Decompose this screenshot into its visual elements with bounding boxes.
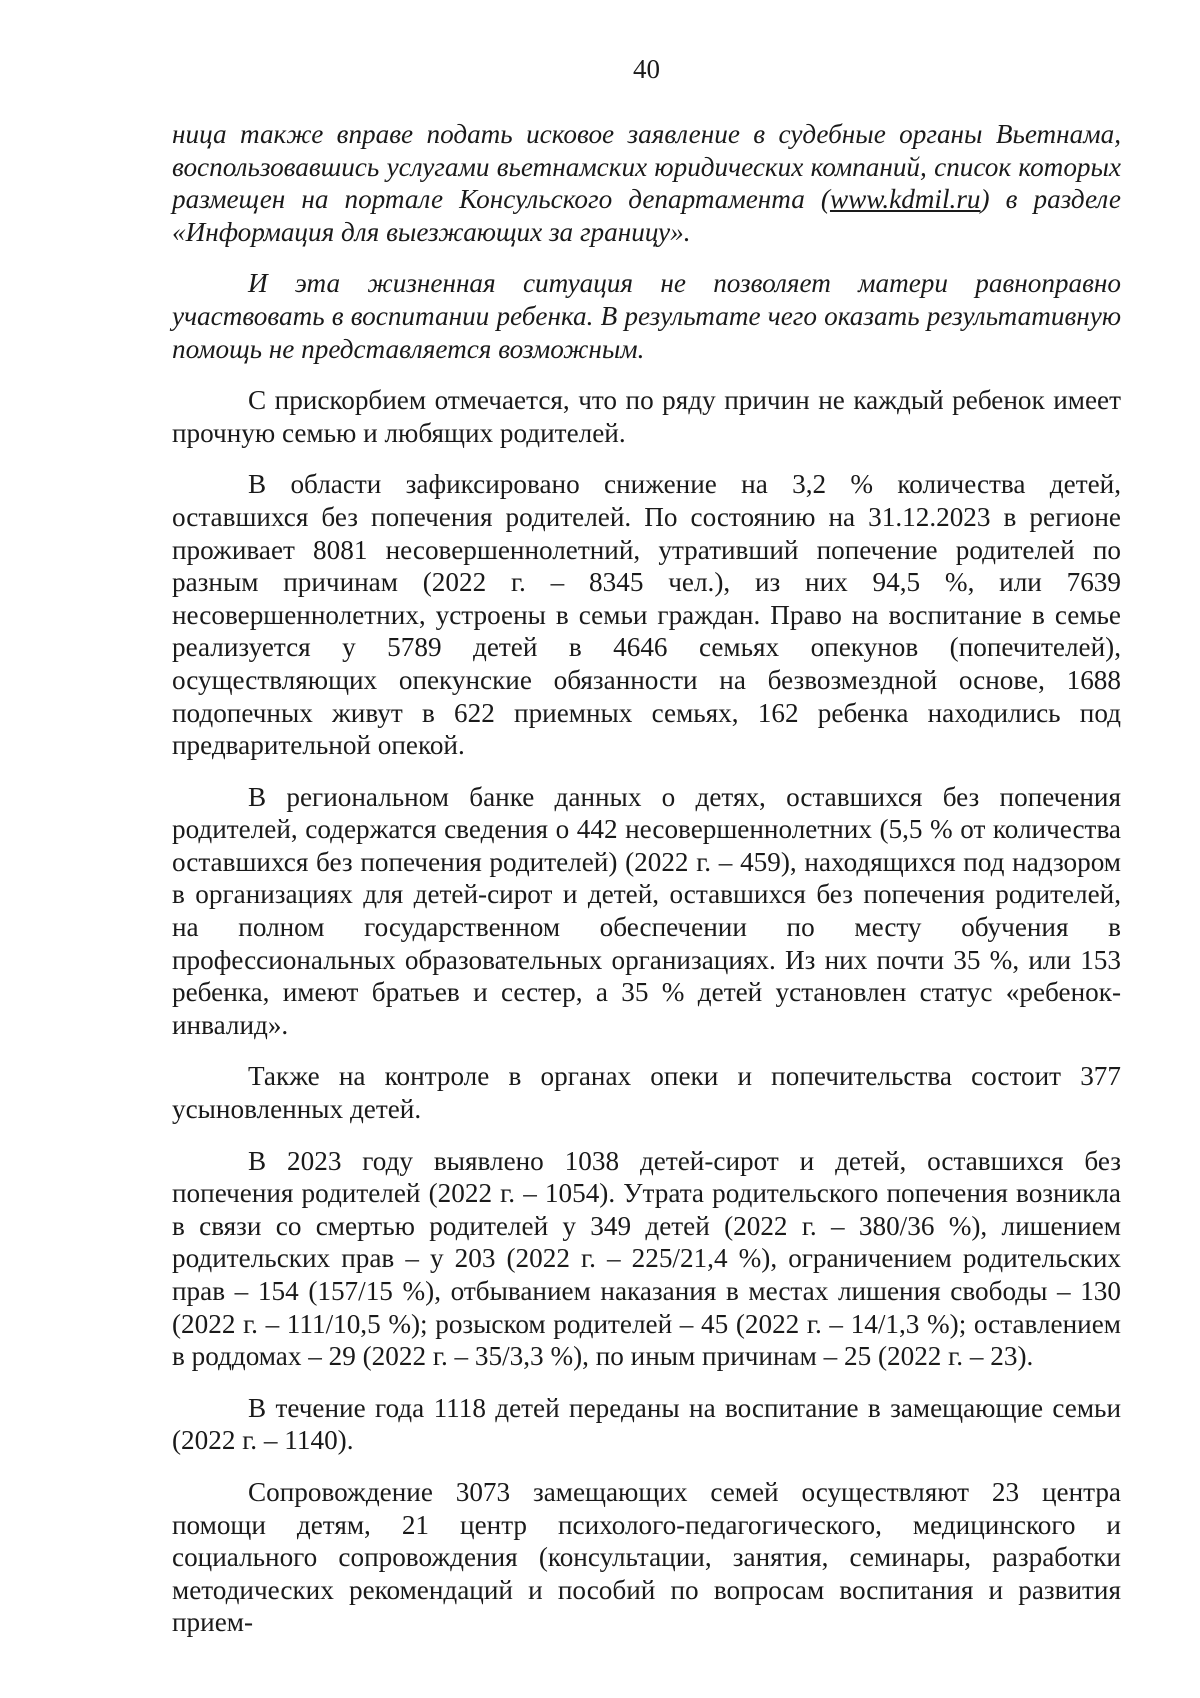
document-body (172, 118, 1121, 1658)
paragraph-mother-situation: И эта жизненная ситуация не позволяет матери равноправно участвовать в воспитании ребенка. В результате чего оказать результативную помощь не представляется возможным. (172, 268, 1121, 364)
paragraph-regional-data-bank: В региональном банке данных о детях, оставшихся без попечения родителей, содержатся сведения о 442 несовершеннолетних (5,5 % от количества оставшихся без попечения родителей) (2022 г. – 459), находящихся под надзором в организациях для детей-сирот и детей, оставшихся без попечения родителей, на полном государственном обеспечении по месту обучения в профессиональных образовательных организациях. Из них почти 35 %, или 153 ребенка, имеют братьев и сестер, а 35 % детей установлен статус «ребенок-инвалид». (172, 781, 1121, 1040)
paragraph-text: ) в разделе «Информация для выезжающих за границу». (172, 184, 1121, 247)
paragraph-families-intro: С прискорбием отмечается, что по ряду причин не каждый ребенок имеет прочную семью и любящих родителей. (172, 385, 1121, 448)
paragraph-consular-info (172, 118, 1121, 248)
paragraph-family-support: Сопровождение 3073 замещающих семей осуществляют 23 центра помощи детям, 21 центр психолого-педагогического, медицинского и социального сопровождения (консультации, занятия, семинары, разработки методических рекомендаций и пособий по вопросам воспитания и развития прием- (172, 1476, 1121, 1638)
page-number: 40 (633, 54, 660, 84)
paragraph-identified-orphans: В 2023 году выявлено 1038 детей-сирот и детей, оставшихся без попечения родителей (2022 г. – 1054). Утрата родительского попечения возникла в связи со смертью родителей у 349 детей (2022 г. – 380/36 %), лишением родительских прав – у 203 (2022 г. – 225/21,4 %), ограничением родительских прав – 154 (157/15 %), отбыванием наказания в местах лишения свободы – 130 (2022 г. – 111/10,5 %); розыском родителей – 45 (2022 г. – 14/1,3 %); оставлением в роддомах – 29 (2022 г. – 35/3,3 %), по иным причинам – 25 (2022 г. – 23). (172, 1145, 1121, 1372)
document-page (172, 0, 1121, 1698)
paragraph-children-statistics: В области зафиксировано снижение на 3,2 % количества детей, оставшихся без попечения родителей. По состоянию на 31.12.2023 в регионе проживает 8081 несовершеннолетний, утративший попечение родителей по разным причинам (2022 г. – 8345 чел.), из них 94,5 %, или 7639 несовершеннолетних, устроены в семьи граждан. Право на воспитание в семье реализуется у 5789 детей в 4646 семьях опекунов (попечителей), осуществляющих опекунские обязанности на безвозмездной основе, 1688 подопечных живут в 622 приемных семьях, 162 ребенка находились под предварительной опекой. (172, 469, 1121, 761)
paragraph-text: ница также вправе подать исковое заявление в судебные органы Вьетнама, воспользовавшись услугами вьетнамских юридических компаний, список которых размещен на портале Консульского департамента ( (172, 119, 1121, 215)
paragraph-adopted-children: Также на контроле в органах опеки и попечительства состоит 377 усыновленных детей. (172, 1061, 1121, 1125)
website-link[interactable]: www.kdmil.ru (829, 184, 981, 215)
paragraph-foster-placement: В течение года 1118 детей переданы на воспитание в замещающие семьи (2022 г. – 1140). (172, 1392, 1121, 1456)
